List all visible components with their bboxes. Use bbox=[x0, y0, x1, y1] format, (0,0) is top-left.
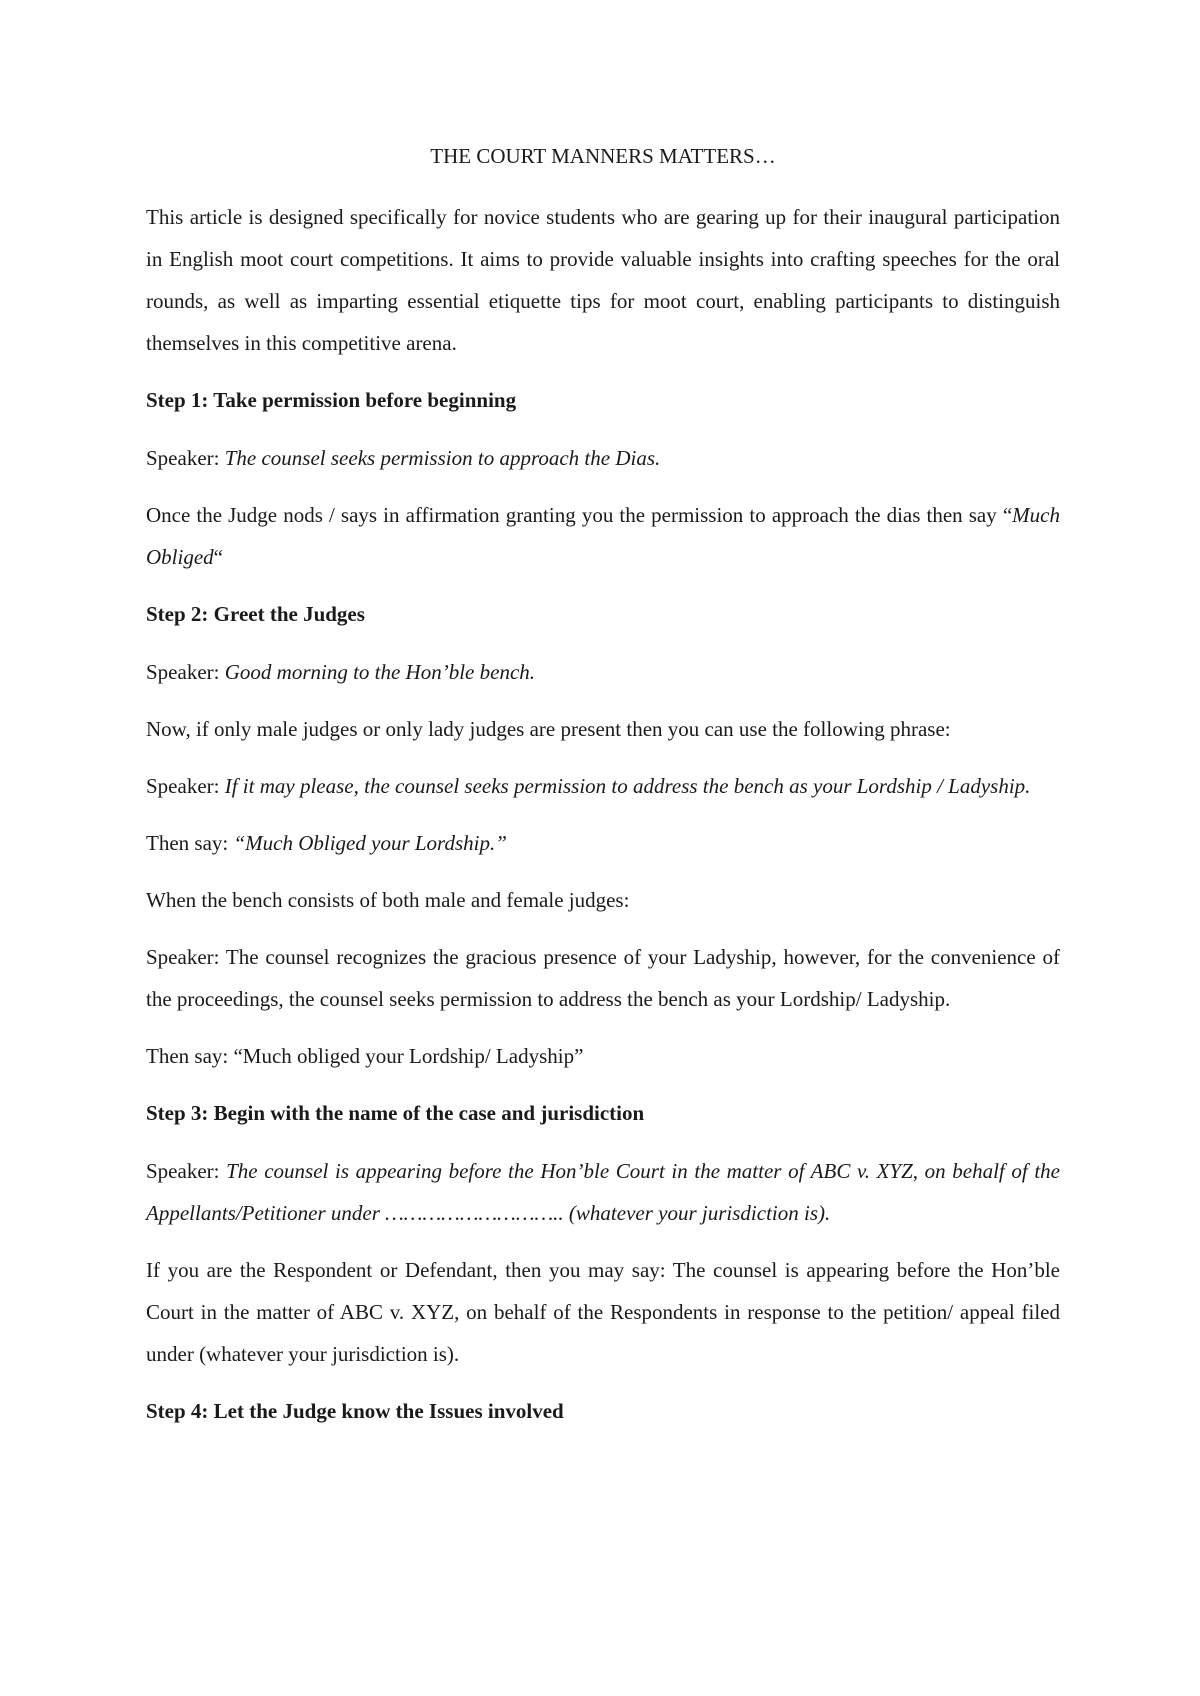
note-close: “ bbox=[213, 545, 223, 569]
step-3-respondent-note: If you are the Respondent or Defendant, then you may say: The counsel is appearing before the Hon’ble Court in the matter of ABC v. XYZ, on behalf of the Respondents in response to the petition/ appeal filed under (whatever your jurisdiction is). bbox=[146, 1258, 1060, 1366]
speaker-label: Speaker: bbox=[146, 446, 225, 470]
document-body bbox=[146, 135, 1060, 1448]
speaker-quote: The counsel seeks permission to approach the Dias. bbox=[224, 446, 661, 470]
step-2-speaker-line-3: Speaker: The counsel recognizes the gracious presence of your Ladyship, however, for the convenience of the proceedings, the counsel seeks permission to address the bench as your Lordship/ Ladyship. bbox=[146, 945, 1060, 1011]
then-label: Then say: bbox=[146, 831, 234, 855]
speaker-quote: Good morning to the Hon’ble bench. bbox=[224, 660, 536, 684]
step-1-note bbox=[146, 494, 1060, 578]
step-3-heading: Step 3: Begin with the name of the case and jurisdiction bbox=[146, 1101, 645, 1125]
step-2-heading: Step 2: Greet the Judges bbox=[146, 602, 365, 626]
step-2-note: Now, if only male judges or only lady judges are present then you can use the following phrase: bbox=[146, 717, 951, 741]
step-2-then-line-2: Then say: “Much obliged your Lordship/ Ladyship” bbox=[146, 1044, 584, 1068]
speaker-label: Speaker: bbox=[146, 774, 225, 798]
speaker-label: Speaker: bbox=[146, 660, 225, 684]
step-1-speaker-line bbox=[146, 437, 1060, 479]
step-3-speaker-line bbox=[146, 1150, 1060, 1234]
note-quote: Much Obliged bbox=[146, 503, 1060, 569]
speaker-quote: The counsel is appearing before the Hon’ble Court in the matter of ABC v. XYZ, on behalf of the Appellants/Petitioner under ……………………….. (whatever your jurisdiction is). bbox=[146, 1159, 1060, 1225]
page-title: THE COURT MANNERS MATTERS… bbox=[430, 144, 776, 168]
speaker-label: Speaker: bbox=[146, 1159, 227, 1183]
step-4-heading: Step 4: Let the Judge know the Issues involved bbox=[146, 1399, 564, 1423]
step-2-then-line bbox=[146, 822, 1060, 864]
step-2-mixed-bench-note: When the bench consists of both male and female judges: bbox=[146, 888, 630, 912]
step-2-speaker-line bbox=[146, 651, 1060, 693]
speaker-quote: If it may please, the counsel seeks permission to address the bench as your Lordship / Ladyship. bbox=[224, 774, 1031, 798]
intro-paragraph: This article is designed specifically for novice students who are gearing up for their inaugural participation in English moot court competitions. It aims to provide valuable insights into crafting speeches for the oral rounds, as well as imparting essential etiquette tips for moot court, enabling participants to distinguish themselves in this competitive arena. bbox=[146, 205, 1060, 355]
then-quote: “Much Obliged your Lordship.” bbox=[233, 831, 507, 855]
note-text: Once the Judge nods / says in affirmation granting you the permission to approach the dias then say “ bbox=[146, 503, 1013, 527]
step-1-heading: Step 1: Take permission before beginning bbox=[146, 388, 517, 412]
step-2-speaker-line-2 bbox=[146, 765, 1060, 807]
